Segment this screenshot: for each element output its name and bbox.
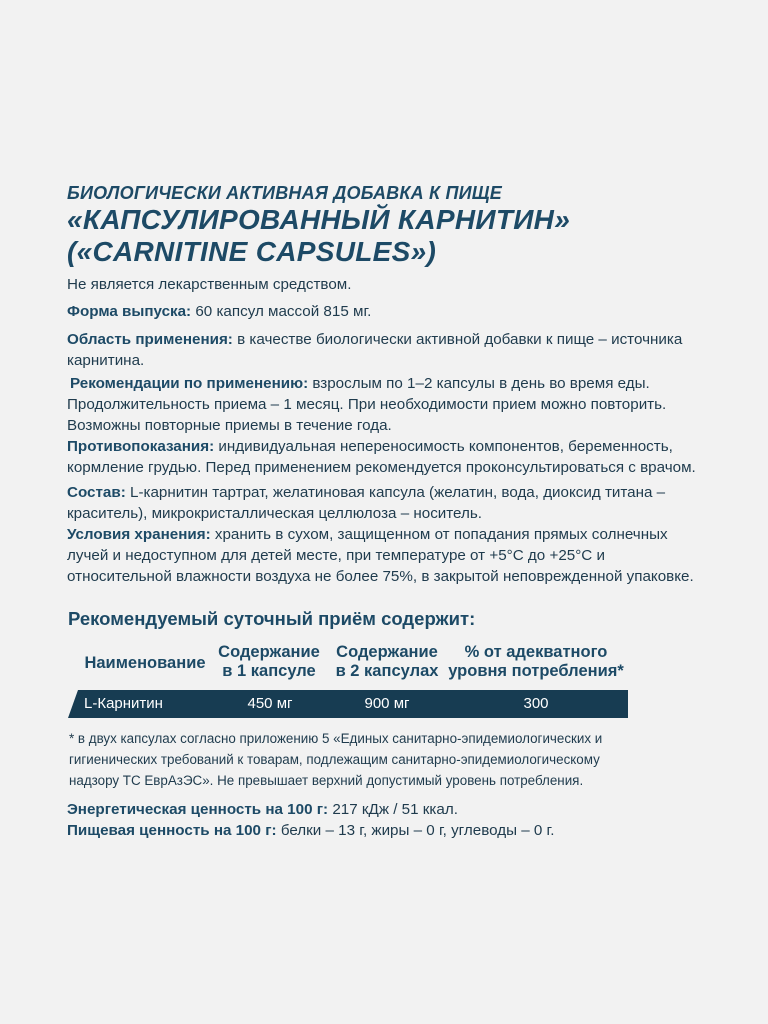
section-text: 60 капсул массой 815 мг. xyxy=(191,303,372,320)
section-storage xyxy=(67,524,697,587)
column-header-line: Содержание xyxy=(336,643,438,661)
row-name: L-Карнитин xyxy=(84,695,163,712)
intro-text: Не является лекарственным средством. xyxy=(67,276,352,293)
section-usage xyxy=(67,373,707,436)
section-composition xyxy=(67,482,687,524)
section-label: Состав: xyxy=(67,484,126,501)
section-text: хранить в сухом, защищенном от попадания прямых солнечных лучей и недоступном для детей месте, при температуре от +5°С до +25°С и относительной влажности воздуха не более 75%, в закрытой неповрежденной упаковке. xyxy=(67,526,694,585)
footnote: * в двух капсулах согласно приложению 5 «Единых санитарно-эпидемиологических и гигиенических требований к товарам, подлежащим санитарно-эпидемиологическому надзору ТС ЕврАзЭС». Не превышает верхний допустимый уровень потребления. xyxy=(69,731,603,788)
row-percent: 300 xyxy=(523,695,549,712)
row-two-capsules: 900 мг xyxy=(364,695,410,712)
section-label: Область применения: xyxy=(67,331,233,348)
food-label: Пищевая ценность на 100 г: xyxy=(67,822,277,839)
product-category: БИОЛОГИЧЕСКИ АКТИВНАЯ ДОБАВКА К ПИЩЕ xyxy=(67,183,503,203)
column-header-percent xyxy=(446,643,626,681)
daily-intake-title: Рекомендуемый суточный приём содержит: xyxy=(68,608,476,629)
section-area xyxy=(67,329,707,371)
section-text: индивидуальная непереносимость компонентов, беременность, кормление грудью. Перед применением рекомендуется проконсультироваться с врачом. xyxy=(67,438,696,476)
energy-value: 217 кДж / 51 ккал. xyxy=(328,801,458,818)
section-text: взрослым по 1–2 капсулы в день во время еды. Продолжительность приема – 1 месяц. При необходимости прием можно повторить. Возможны повторные приемы в течение года. xyxy=(67,375,667,434)
section-label: Противопоказания: xyxy=(67,438,215,455)
energy-value-line xyxy=(67,799,707,820)
column-header-line: в 2 капсулах xyxy=(335,662,439,680)
column-header-two-capsules xyxy=(328,643,446,681)
column-header-line: % от адекватного xyxy=(464,643,608,661)
section-form xyxy=(67,301,707,322)
column-header-line: уровня потребления* xyxy=(448,662,624,680)
food-value: белки – 13 г, жиры – 0 г, углеводы – 0 г. xyxy=(276,822,555,839)
product-title: «КАПСУЛИРОВАННЫЙ КАРНИТИН» xyxy=(67,204,571,235)
section-label: Рекомендации по применению: xyxy=(70,375,309,392)
section-contraindications xyxy=(67,436,707,478)
product-title-latin: («CARNITINE CAPSULES») xyxy=(67,236,437,267)
section-text: в качестве биологически активной добавки к пище – источника карнитина. xyxy=(67,331,683,369)
column-header-one-capsule xyxy=(210,643,328,681)
food-value-line xyxy=(67,820,707,841)
nutrition-block xyxy=(67,799,707,841)
header xyxy=(67,182,707,268)
energy-label: Энергетическая ценность на 100 г: xyxy=(67,801,329,818)
section-label: Условия хранения: xyxy=(67,526,211,543)
row-one-capsule: 450 мг xyxy=(247,695,293,712)
column-header-line: Содержание xyxy=(218,643,320,661)
column-header-line: в 1 капсуле xyxy=(222,662,316,680)
column-header-name: Наименование xyxy=(84,654,206,672)
section-label: Форма выпуска: xyxy=(67,303,192,320)
section-text: L-карнитин тартрат, желатиновая капсула (желатин, вода, диоксид титана –краситель), микрокристаллическая целлюлоза – носитель. xyxy=(67,484,666,522)
